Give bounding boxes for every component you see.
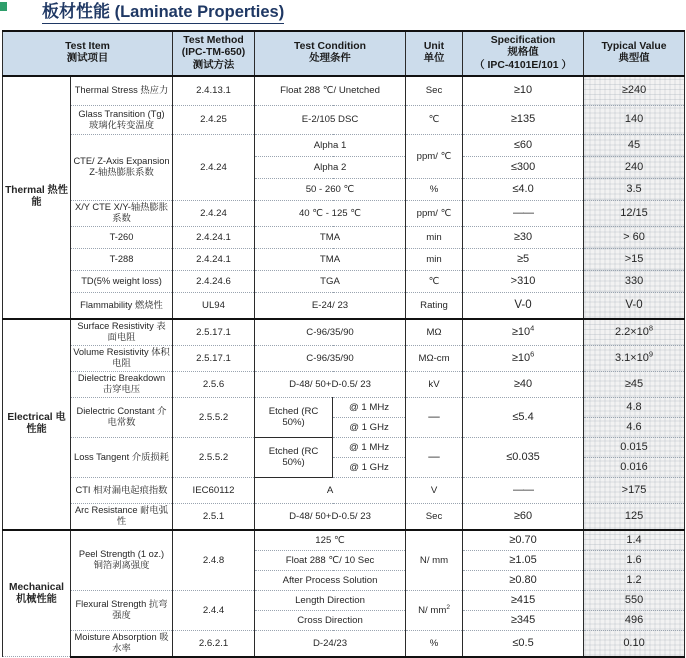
typical-cell: 0.10 xyxy=(584,630,685,657)
frequency-cell: @ 1 MHz xyxy=(333,437,406,457)
condition-cell: D-48/ 50+D-0.5/ 23 xyxy=(255,371,406,397)
typical-cell: 550 xyxy=(584,590,685,610)
spec-cell: ≤4.0 xyxy=(463,178,584,200)
typical-cell: ≥240 xyxy=(584,76,685,106)
item-arc-resistance: Arc Resistance 耐电弧性 xyxy=(71,503,173,530)
condition-cell: Float 288 ℃/ Unetched xyxy=(255,76,406,106)
typical-cell: 330 xyxy=(584,270,685,292)
unit-cell: N/ $mm^2$ xyxy=(406,590,463,630)
typical-cell: 1.2 xyxy=(584,570,685,590)
condition-cell: Alpha 2 xyxy=(255,156,406,178)
typical-cell: 4.8 xyxy=(584,397,685,417)
method-cell: 2.6.2.1 xyxy=(173,630,255,657)
spec-cell: V-0 xyxy=(463,292,584,319)
item-t288: T-288 xyxy=(71,248,173,270)
method-cell: 2.4.24.1 xyxy=(173,226,255,248)
condition-cell: Etched (RC 50%) xyxy=(255,437,333,477)
unit-cell: min xyxy=(406,248,463,270)
spec-cell: ≥135 xyxy=(463,105,584,134)
category-mechanical: Mechanical 机械性能 xyxy=(3,530,71,657)
table-row xyxy=(3,76,685,106)
method-cell: 2.4.13.1 xyxy=(173,76,255,106)
table-row xyxy=(3,270,685,292)
condition-cell: Etched (RC 50%) xyxy=(255,397,333,437)
spec-cell: ≥60 xyxy=(463,503,584,530)
condition-cell: Float 288 ℃/ 10 Sec xyxy=(255,550,406,570)
condition-cell: TMA xyxy=(255,248,406,270)
typical-cell: >15 xyxy=(584,248,685,270)
table-body-mechanical xyxy=(3,530,685,657)
spec-cell: ≤300 xyxy=(463,156,584,178)
spec-cell: ≥40 xyxy=(463,371,584,397)
unit-cell: Rating xyxy=(406,292,463,319)
item-t260: T-260 xyxy=(71,226,173,248)
page-title xyxy=(42,2,284,24)
unit-cell: MΩ xyxy=(406,319,463,346)
unit-cell: Sec xyxy=(406,503,463,530)
unit-cell: ℃ xyxy=(406,270,463,292)
unit-cell: — xyxy=(406,397,463,437)
table-row xyxy=(3,590,685,610)
spec-cell: ≥30 xyxy=(463,226,584,248)
table-row xyxy=(3,477,685,503)
item-td-weight-loss: TD(5% weight loss) xyxy=(71,270,173,292)
item-xy-cte: X/Y CTE X/Y-轴热膨胀系数 xyxy=(71,200,173,226)
condition-cell: C-96/35/90 xyxy=(255,319,406,346)
typical-cell: 12/15 xyxy=(584,200,685,226)
spec-cell: ≥415 xyxy=(463,590,584,610)
corner-marker-icon xyxy=(0,2,7,11)
item-dielectric-constant: Dielectric Constant 介电常数 xyxy=(71,397,173,437)
method-cell: 2.4.24.6 xyxy=(173,270,255,292)
spec-cell: ≥10 xyxy=(463,76,584,106)
typical-cell: 496 xyxy=(584,610,685,630)
item-flammability: Flammability 燃烧性 xyxy=(71,292,173,319)
table-row xyxy=(3,292,685,319)
item-moisture-absorption: Moisture Absorption 吸水率 xyxy=(71,630,173,657)
method-cell: 2.5.17.1 xyxy=(173,345,255,371)
condition-cell: E-24/ 23 xyxy=(255,292,406,319)
method-cell: 2.5.17.1 xyxy=(173,319,255,346)
method-cell: 2.4.4 xyxy=(173,590,255,630)
typical-cell: 3.5 xyxy=(584,178,685,200)
table-row xyxy=(3,437,685,457)
method-cell: 2.5.6 xyxy=(173,371,255,397)
typical-cell: 0.016 xyxy=(584,457,685,477)
item-dielectric-breakdown: Dielectric Breakdown 击穿电压 xyxy=(71,371,173,397)
method-cell: 2.4.8 xyxy=(173,530,255,591)
table-header xyxy=(3,31,685,76)
typical-cell: 45 xyxy=(584,134,685,156)
col-header-unit: Unit 单位 xyxy=(406,31,463,76)
typical-cell: $2.2\times 10^8$ xyxy=(584,319,685,346)
method-cell: 2.4.24 xyxy=(173,134,255,200)
method-cell: 2.5.5.2 xyxy=(173,397,255,437)
condition-cell: 40 ℃ - 125 ℃ xyxy=(255,200,406,226)
table-row xyxy=(3,226,685,248)
unit-cell: Sec xyxy=(406,76,463,106)
condition-cell: Cross Direction xyxy=(255,610,406,630)
spec-cell: ≤0.5 xyxy=(463,630,584,657)
table-body-electrical xyxy=(3,319,685,530)
unit-cell: % xyxy=(406,178,463,200)
spec-cell: ≤0.035 xyxy=(463,437,584,477)
table-row xyxy=(3,345,685,371)
method-cell: 2.4.25 xyxy=(173,105,255,134)
typical-cell: 240 xyxy=(584,156,685,178)
item-glass-transition: Glass Transition (Tg) 玻璃化转变温度 xyxy=(71,105,173,134)
frequency-cell: @ 1 GHz xyxy=(333,457,406,477)
unit-cell: % xyxy=(406,630,463,657)
item-loss-tangent: Loss Tangent 介质损耗 xyxy=(71,437,173,477)
table-row xyxy=(3,200,685,226)
col-header-test-item: Test Item 测试项目 xyxy=(3,31,173,76)
spec-cell: $\ge 10^6$ xyxy=(463,345,584,371)
unit-cell: ppm/ ℃ xyxy=(406,134,463,178)
col-header-test-method: Test Method (IPC-TM-650) 测试方法 xyxy=(173,31,255,76)
typical-cell: 0.015 xyxy=(584,437,685,457)
table-row xyxy=(3,134,685,156)
spec-cell: ≥0.70 xyxy=(463,530,584,551)
header-row xyxy=(3,31,685,76)
table-body-thermal xyxy=(3,76,685,319)
table-row xyxy=(3,105,685,134)
typical-cell: 1.6 xyxy=(584,550,685,570)
spec-cell: ≥5 xyxy=(463,248,584,270)
method-cell: IEC60112 xyxy=(173,477,255,503)
laminate-properties-table xyxy=(2,30,685,658)
condition-cell: D-24/23 xyxy=(255,630,406,657)
item-peel-strength: Peel Strength (1 oz.) 铜箔剥离强度 xyxy=(71,530,173,591)
table-row xyxy=(3,397,685,417)
typical-cell: >175 xyxy=(584,477,685,503)
condition-cell: D-48/ 50+D-0.5/ 23 xyxy=(255,503,406,530)
frequency-cell: @ 1 MHz xyxy=(333,397,406,417)
condition-cell: E-2/105 DSC xyxy=(255,105,406,134)
table-row xyxy=(3,503,685,530)
spec-cell: —— xyxy=(463,200,584,226)
unit-cell: ppm/ ℃ xyxy=(406,200,463,226)
table-row xyxy=(3,319,685,346)
col-header-test-condition: Test Condition 处理条件 xyxy=(255,31,406,76)
unit-cell: — xyxy=(406,437,463,477)
category-thermal: Thermal 热性能 xyxy=(3,76,71,319)
spec-cell: $\ge 10^4$ xyxy=(463,319,584,346)
col-header-specification: Specification 规格值 （ IPC-4101E/101 ） xyxy=(463,31,584,76)
condition-cell: Length Direction xyxy=(255,590,406,610)
unit-cell: V xyxy=(406,477,463,503)
typical-cell: ≥45 xyxy=(584,371,685,397)
item-cte-z-axis: CTE/ Z-Axis Expansion Z-轴热膨胀系数 xyxy=(71,134,173,200)
item-flexural-strength: Flexural Strength 抗弯强度 xyxy=(71,590,173,630)
unit-cell: kV xyxy=(406,371,463,397)
typical-cell: V-0 xyxy=(584,292,685,319)
unit-cell: MΩ-cm xyxy=(406,345,463,371)
spec-cell: >310 xyxy=(463,270,584,292)
typical-cell: 4.6 xyxy=(584,417,685,437)
page-title-en: (Laminate Properties) xyxy=(114,3,285,21)
table-row xyxy=(3,248,685,270)
page-title-zh: 板材性能 xyxy=(42,2,110,21)
item-thermal-stress: Thermal Stress 热应力 xyxy=(71,76,173,106)
spec-cell: —— xyxy=(463,477,584,503)
table-row xyxy=(3,630,685,657)
spec-cell: ≥0.80 xyxy=(463,570,584,590)
unit-cell: min xyxy=(406,226,463,248)
condition-cell: TMA xyxy=(255,226,406,248)
category-electrical: Electrical 电性能 xyxy=(3,319,71,530)
spec-cell: ≥1.05 xyxy=(463,550,584,570)
spec-cell: ≤60 xyxy=(463,134,584,156)
spec-cell: ≤5.4 xyxy=(463,397,584,437)
method-cell: 2.5.1 xyxy=(173,503,255,530)
condition-cell: Alpha 1 xyxy=(255,134,406,156)
typical-cell: 125 xyxy=(584,503,685,530)
table-row xyxy=(3,371,685,397)
col-header-typical-value: Typical Value 典型值 xyxy=(584,31,685,76)
condition-cell: 50 - 260 ℃ xyxy=(255,178,406,200)
item-cti: CTI 相对漏电起痕指数 xyxy=(71,477,173,503)
condition-cell: After Process Solution xyxy=(255,570,406,590)
condition-cell: TGA xyxy=(255,270,406,292)
typical-cell: 1.4 xyxy=(584,530,685,551)
condition-cell: C-96/35/90 xyxy=(255,345,406,371)
item-volume-resistivity: Volume Resistivity 体积电阻 xyxy=(71,345,173,371)
unit-cell: N/ mm xyxy=(406,530,463,591)
method-cell: 2.5.5.2 xyxy=(173,437,255,477)
condition-cell: 125 ℃ xyxy=(255,530,406,551)
unit-cell: ℃ xyxy=(406,105,463,134)
typical-cell: 140 xyxy=(584,105,685,134)
condition-cell: A xyxy=(255,477,406,503)
method-cell: 2.4.24 xyxy=(173,200,255,226)
item-surface-resistivity: Surface Resistivity 表面电阻 xyxy=(71,319,173,346)
method-cell: 2.4.24.1 xyxy=(173,248,255,270)
frequency-cell: @ 1 GHz xyxy=(333,417,406,437)
typical-cell: $3.1\times 10^9$ xyxy=(584,345,685,371)
method-cell: UL94 xyxy=(173,292,255,319)
table-row xyxy=(3,530,685,551)
spec-cell: ≥345 xyxy=(463,610,584,630)
typical-cell: > 60 xyxy=(584,226,685,248)
